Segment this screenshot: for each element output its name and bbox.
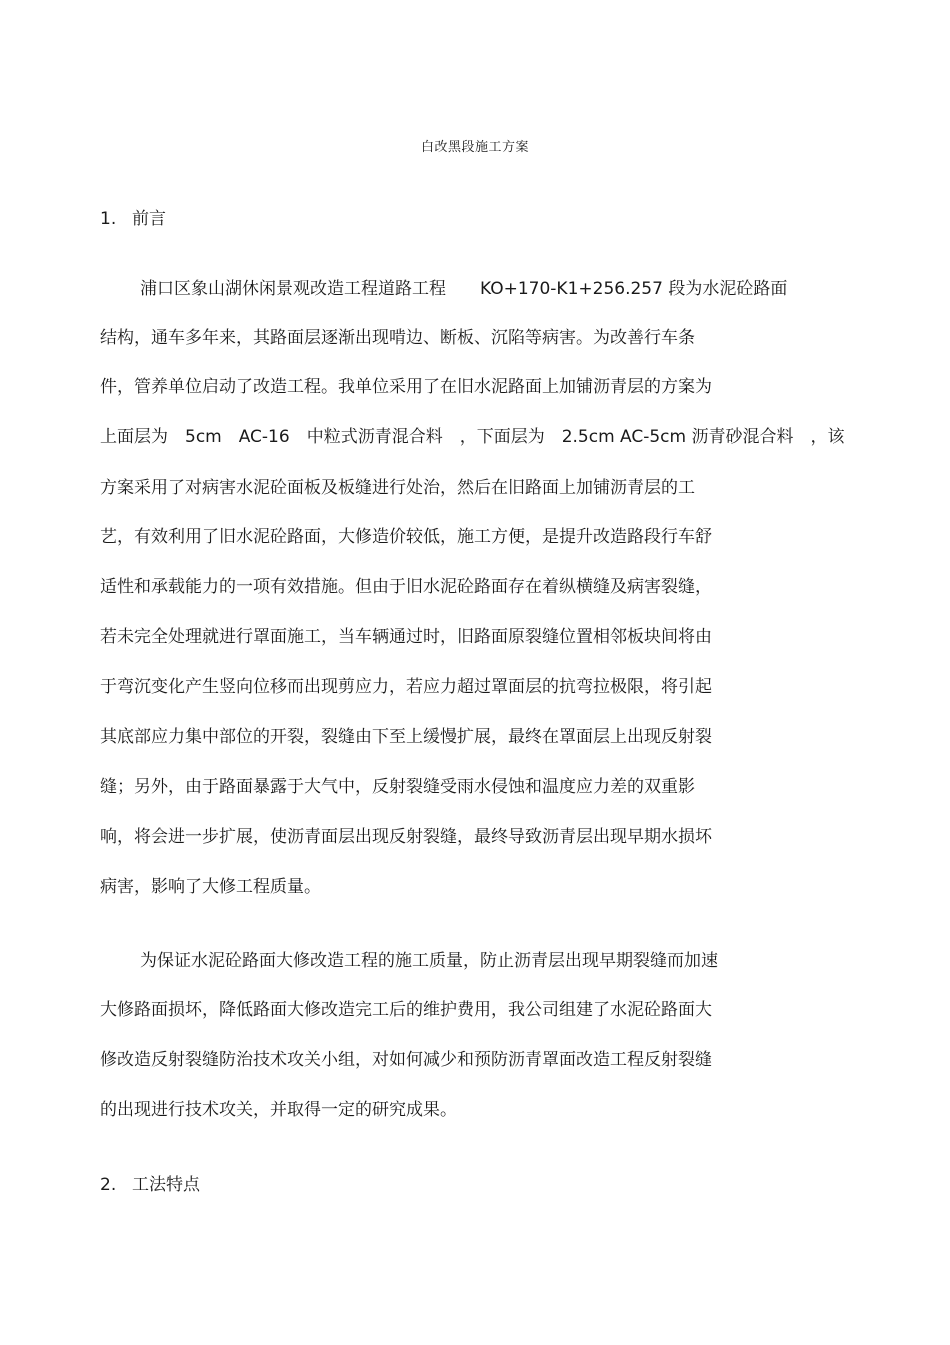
- section-title: 工法特点: [132, 1175, 200, 1195]
- section-heading-1: [100, 204, 166, 229]
- paragraph-line: 适性和承载能力的一项有效措施。但由于旧水泥砼路面存在着纵横缝及病害裂缝，: [100, 577, 712, 597]
- section-title: 前言: [132, 209, 166, 229]
- paragraph-line: 上面层为 5cm AC-16 中粒式沥青混合料 ，下面层为 2.5cm AC-5cm 沥青砂混合料 ，该: [100, 427, 845, 447]
- paragraph-line: 浦口区象山湖休闲景观改造工程道路工程 KO+170-K1+256.257 段为水泥砼路面: [140, 279, 788, 299]
- section-heading-2: [100, 1170, 200, 1195]
- paragraph-line: 病害，影响了大修工程质量。: [100, 877, 321, 897]
- paragraph-line: 于弯沉变化产生竖向位移而出现剪应力，若应力超过罩面层的抗弯拉极限，将引起: [100, 677, 712, 697]
- paragraph-line: 件，管养单位启动了改造工程。我单位采用了在旧水泥路面上加铺沥青层的方案为: [100, 377, 712, 397]
- paragraph-line: 结构，通车多年来，其路面层逐渐出现啃边、断板、沉陷等病害。为改善行车条: [100, 328, 695, 348]
- document-title: 白改黑段施工方案: [420, 140, 529, 155]
- paragraph-line: 的出现进行技术攻关，并取得一定的研究成果。: [100, 1100, 457, 1120]
- section-number: 2.: [100, 1175, 117, 1195]
- paragraph-line: 大修路面损坏，降低路面大修改造完工后的维护费用，我公司组建了水泥砼路面大: [100, 1000, 712, 1020]
- paragraph-line: 若未完全处理就进行罩面施工，当车辆通过时，旧路面原裂缝位置相邻板块间将由: [100, 627, 712, 647]
- paragraph-line: 为保证水泥砼路面大修改造工程的施工质量，防止沥青层出现早期裂缝而加速: [140, 951, 718, 971]
- section-number: 1.: [100, 209, 117, 229]
- paragraph-line: 缝；另外，由于路面暴露于大气中，反射裂缝受雨水侵蚀和温度应力差的双重影: [100, 777, 695, 797]
- paragraph-line: 艺，有效利用了旧水泥砼路面，大修造价较低，施工方便，是提升改造路段行车舒: [100, 527, 712, 547]
- paragraph-line: 修改造反射裂缝防治技术攻关小组，对如何减少和预防沥青罩面改造工程反射裂缝: [100, 1050, 712, 1070]
- paragraph-line: 其底部应力集中部位的开裂，裂缝由下至上缓慢扩展，最终在罩面层上出现反射裂: [100, 727, 712, 747]
- paragraph-line: 响，将会进一步扩展，使沥青面层出现反射裂缝，最终导致沥青层出现早期水损坏: [100, 827, 712, 847]
- paragraph-line: 方案采用了对病害水泥砼面板及板缝进行处治，然后在旧路面上加铺沥青层的工: [100, 478, 695, 498]
